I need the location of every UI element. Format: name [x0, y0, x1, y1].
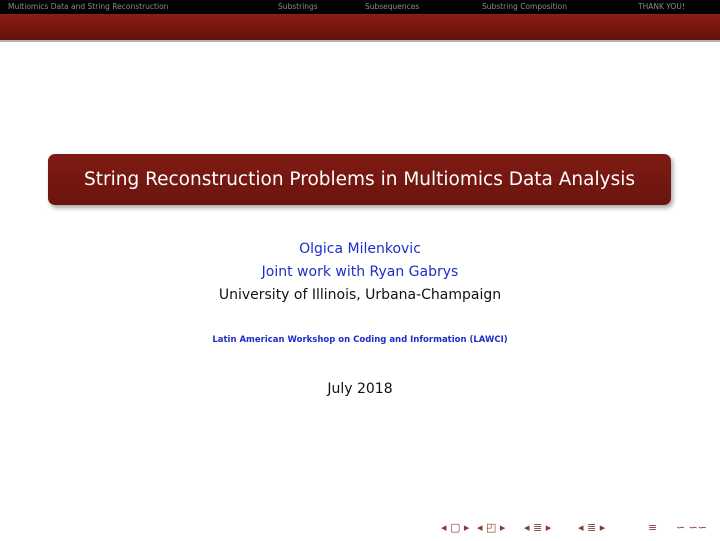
section-next-nav-icon[interactable]: ◂ ≣ ▸: [578, 521, 606, 534]
nav-item-substrings[interactable]: Substrings: [278, 2, 318, 11]
nav-item-thank-you[interactable]: THANK YOU!: [638, 2, 685, 11]
presentation-date: July 2018: [327, 381, 393, 397]
joint-work-line: Joint work with Ryan Gabrys: [261, 264, 459, 280]
slide-title: String Reconstruction Problems in Multiomics Data Analysis: [84, 169, 635, 190]
institution: University of Illinois, Urbana-Champaign: [218, 287, 502, 303]
title-box: [48, 154, 671, 205]
author-name: Olgica Milenkovic: [299, 241, 421, 257]
section-prev-nav-icon[interactable]: ◂ ≣ ▸: [524, 521, 552, 534]
align-icon[interactable]: ≡: [648, 521, 658, 534]
nav-item-subsequences[interactable]: Subsequences: [365, 2, 420, 11]
subsection-nav-icon[interactable]: ◂ ◰ ▸: [477, 521, 506, 534]
header-bar: [0, 14, 720, 40]
header-divider: [0, 40, 720, 42]
nav-item-multiomics[interactable]: Multiomics Data and String Reconstruction: [8, 2, 169, 11]
nav-item-substring-composition[interactable]: Substring Composition: [482, 2, 568, 11]
section-navigation-bar: [0, 0, 720, 14]
frame-nav-icon[interactable]: ◂ ▢ ▸: [441, 521, 470, 534]
workshop-name: Latin American Workshop on Coding and Information (LAWCI): [212, 335, 508, 345]
search-icon[interactable]: ∽ ∽∽: [676, 521, 707, 534]
